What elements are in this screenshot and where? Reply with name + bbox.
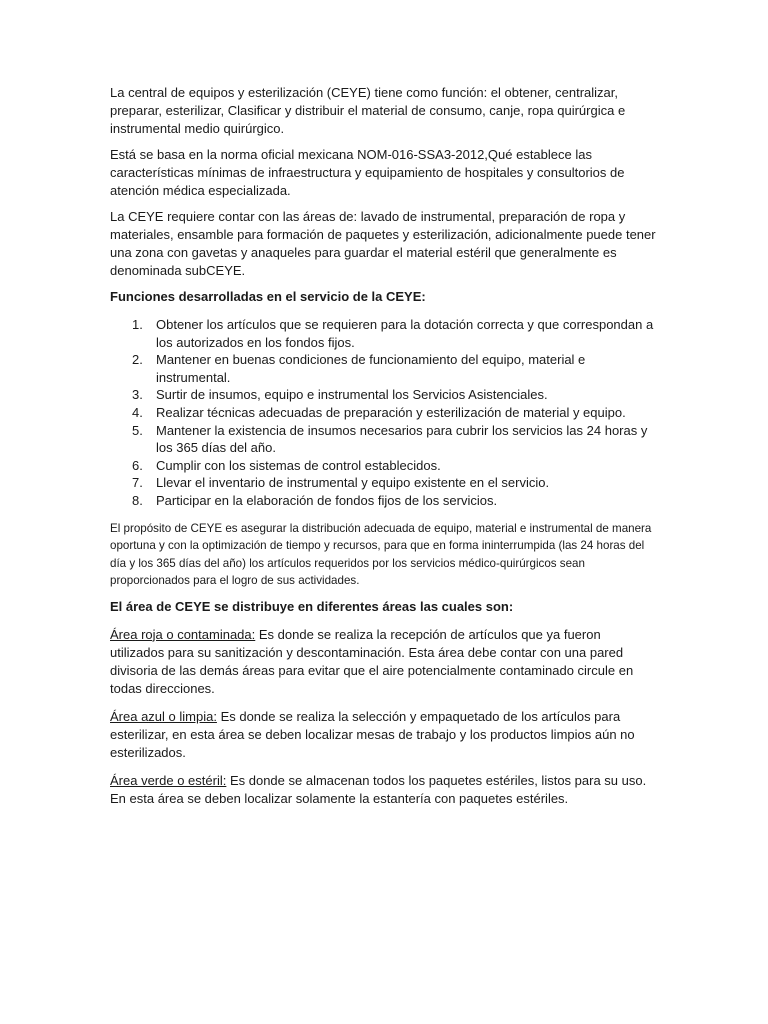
list-item bbox=[110, 474, 658, 492]
list-item bbox=[110, 404, 658, 422]
list-text: Obtener los artículos que se requieren para la dotación correcta y que correspondan a los autorizados en los fondos fijos. bbox=[156, 317, 654, 350]
area-red-text: Es donde se realiza la recepción de artículos que ya fueron utilizados para su sanitización y descontaminación. Esta área debe contar con una pared divisoria de las demás áreas para evitar que el aire potencialmente contaminado circule en todas direcciones. bbox=[110, 626, 634, 696]
list-number: 6. bbox=[132, 457, 143, 473]
list-text: Realizar técnicas adecuadas de preparación y esterilización de material y equipo. bbox=[156, 404, 626, 420]
list-number: 4. bbox=[132, 404, 143, 420]
list-item bbox=[110, 316, 658, 351]
list-text: Surtir de insumos, equipo e instrumental los Servicios Asistenciales. bbox=[156, 387, 548, 403]
list-number: 8. bbox=[132, 492, 143, 508]
list-number: 5. bbox=[132, 422, 143, 438]
area-green-paragraph bbox=[110, 772, 658, 808]
list-item bbox=[110, 386, 658, 404]
functions-heading: Funciones desarrolladas en el servicio de la CEYE: bbox=[110, 289, 426, 304]
list-item bbox=[110, 422, 658, 457]
list-number: 7. bbox=[132, 475, 143, 491]
list-number: 2. bbox=[132, 352, 143, 368]
document-page bbox=[110, 84, 658, 808]
functions-list bbox=[110, 316, 658, 510]
area-green-label: Área verde o estéril: bbox=[110, 772, 227, 788]
areas-heading: El área de CEYE se distribuye en diferentes áreas las cuales son: bbox=[110, 598, 514, 614]
intro-paragraph: La central de equipos y esterilización (CEYE) tiene como función: el obtener, centralizar, preparar, esterilizar, Clasificar y distribuir el material de consumo, canje, ropa quirúrgica e instrumental medio quirúrgico. bbox=[110, 85, 626, 136]
list-text: Mantener la existencia de insumos necesarios para cubrir los servicios las 24 horas y los 365 días del año. bbox=[156, 422, 648, 456]
norm-paragraph: Está se basa en la norma oficial mexicana NOM-016-SSA3-2012,Qué establece las características mínimas de infraestructura y equipamiento de hospitales y consultorios de atención médica especializada. bbox=[110, 147, 625, 198]
list-text: Cumplir con los sistemas de control establecidos. bbox=[156, 457, 441, 473]
purpose-paragraph: El propósito de CEYE es asegurar la distribución adecuada de equipo, material e instrumental de manera oportuna y con la optimización de tiempo y recursos, para que en forma ininterrumpida (las 24 horas del día y los 365 días del año) los artículos requeridos por los servicios médico-quirúrgicos sean proporcionados para el logro de sus actividades. bbox=[110, 521, 652, 588]
area-blue-paragraph bbox=[110, 708, 658, 762]
list-number: 1. bbox=[132, 317, 143, 332]
area-red-paragraph bbox=[110, 626, 658, 698]
list-text: Mantener en buenas condiciones de funcionamiento del equipo, material e instrumental. bbox=[156, 352, 586, 385]
list-item bbox=[110, 457, 658, 475]
areas-required-paragraph: La CEYE requiere contar con las áreas de: lavado de instrumental, preparación de ropa y materiales, ensamble para formación de paquetes y esterilización, adicionalmente puede tener una zona con gavetas y anaqueles para guardar el material estéril que generalmente es denominada subCEYE. bbox=[110, 209, 656, 278]
area-green-text: Es donde se almacenan todos los paquetes estériles, listos para su uso. En esta área se deben localizar solamente la estantería con paquetes estériles. bbox=[110, 772, 647, 806]
list-text: Participar en la elaboración de fondos fijos de los servicios. bbox=[156, 492, 498, 508]
list-item bbox=[110, 351, 658, 386]
area-red-label: Área roja o contaminada: bbox=[110, 626, 256, 642]
area-blue-text: Es donde se realiza la selección y empaquetado de los artículos para esterilizar, en esta área se deben localizar mesas de trabajo y los productos limpios aún no esterilizados. bbox=[110, 708, 635, 760]
list-item bbox=[110, 492, 658, 510]
area-blue-label: Área azul o limpia: bbox=[110, 708, 217, 724]
list-number: 3. bbox=[132, 387, 143, 403]
list-text: Llevar el inventario de instrumental y equipo existente en el servicio. bbox=[156, 475, 550, 491]
